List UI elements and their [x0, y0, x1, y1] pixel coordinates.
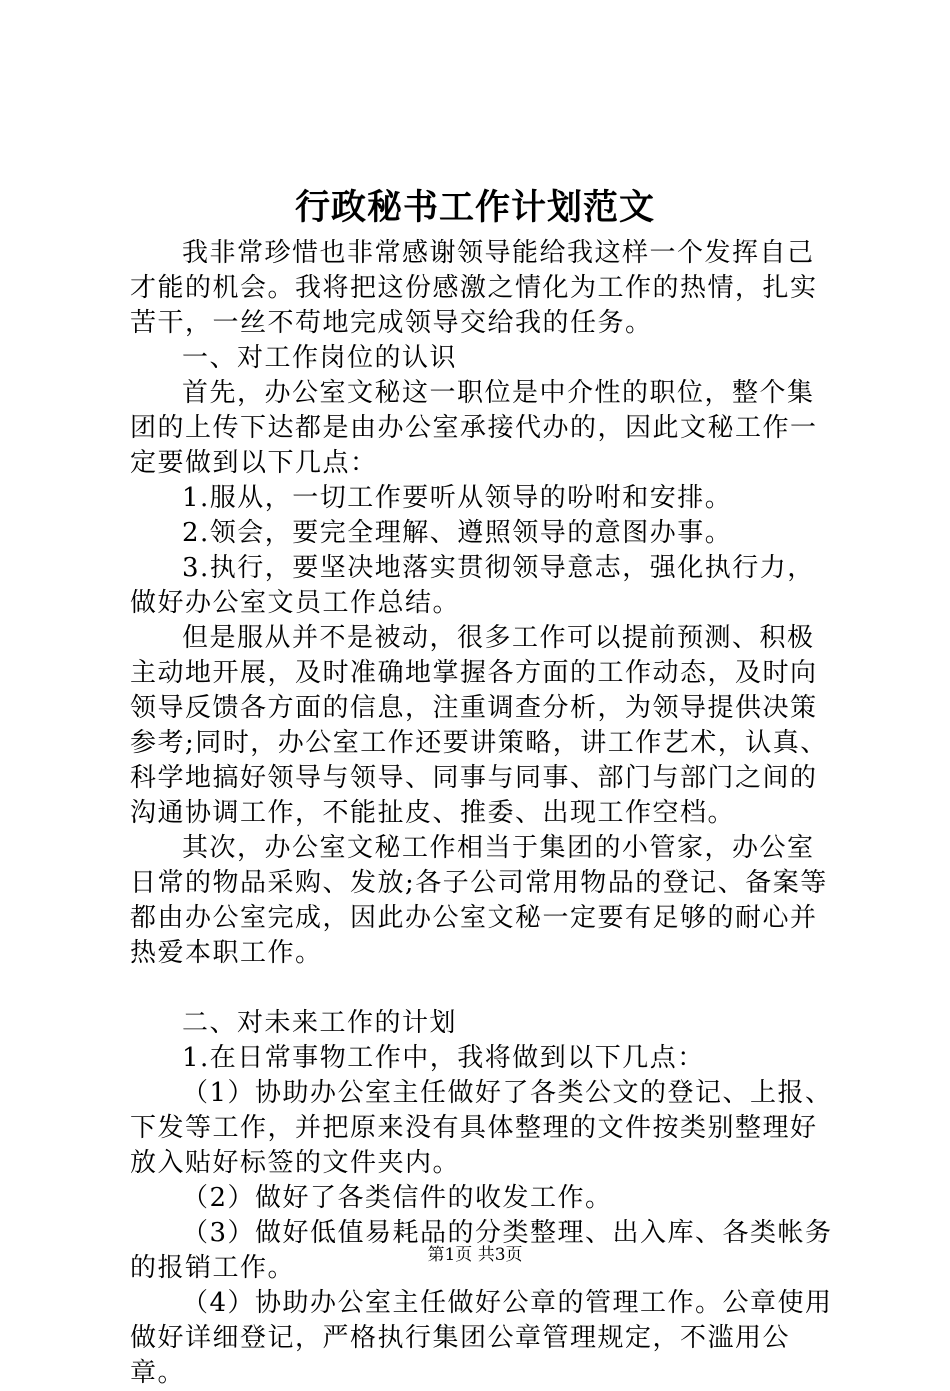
heading-section-2: 二、对未来工作的计划	[182, 1008, 458, 1038]
list-subitem: （3）做好低值易耗品的分类整理、出入库、各类帐务的报销工作。	[130, 1218, 833, 1283]
paragraph-second: 其次，办公室文秘工作相当于集团的小管家，办公室日常的物品采购、发放;各子公司常用物品的登记、备案等都由办公室完成，因此办公室文秘一定要有足够的耐心并热爱本职工作。	[130, 833, 828, 968]
heading-section-1: 一、对工作岗位的认识	[182, 343, 458, 373]
document-title: 行政秘书工作计划范文	[294, 187, 655, 228]
list-item: 1.服从，一切工作要听从领导的吩咐和安排。	[182, 483, 733, 513]
document-body	[130, 236, 840, 1391]
page-footer: 第1页 共3页	[427, 1245, 523, 1265]
paragraph-intro: 我非常珍惜也非常感谢领导能给我这样一个发挥自己才能的机会。我将把这份感激之情化为工作的热情，扎实苦干，一丝不苟地完成领导交给我的任务。	[130, 238, 818, 338]
list-subitem: （4）协助办公室主任做好公章的管理工作。公章使用做好详细登记，严格执行集团公章管理规定，不滥用公章。	[130, 1288, 833, 1388]
list-subitem: （2）做好了各类信件的收发工作。	[182, 1183, 613, 1213]
paragraph-spacer	[130, 971, 840, 1006]
list-subitem: （1）协助办公室主任做好了各类公文的登记、上报、下发等工作，并把原来没有具体整理的文件按类别整理好放入贴好标签的文件夹内。	[130, 1078, 833, 1178]
paragraph-first: 首先，办公室文秘这一职位是中介性的职位，整个集团的上传下达都是由办公室承接代办的，因此文秘工作一定要做到以下几点：	[130, 378, 818, 478]
list-item: 2.领会，要完全理解、遵照领导的意图办事。	[182, 518, 733, 548]
paragraph-however: 但是服从并不是被动，很多工作可以提前预测、积极主动地开展，及时准确地掌握各方面的工作动态，及时向领导反馈各方面的信息，注重调查分析，为领导提供决策参考;同时，办公室工作还要讲策略，讲工作艺术，认真、科学地搞好领导与领导、同事与同事、部门与部门之间的沟通协调工作，不能扯皮、推委、出现工作空档。	[130, 623, 828, 828]
list-item: 3.执行，要坚决地落实贯彻领导意志，强化执行力，做好办公室文员工作总结。	[130, 553, 815, 618]
list-item: 1.在日常事物工作中，我将做到以下几点：	[182, 1043, 705, 1073]
